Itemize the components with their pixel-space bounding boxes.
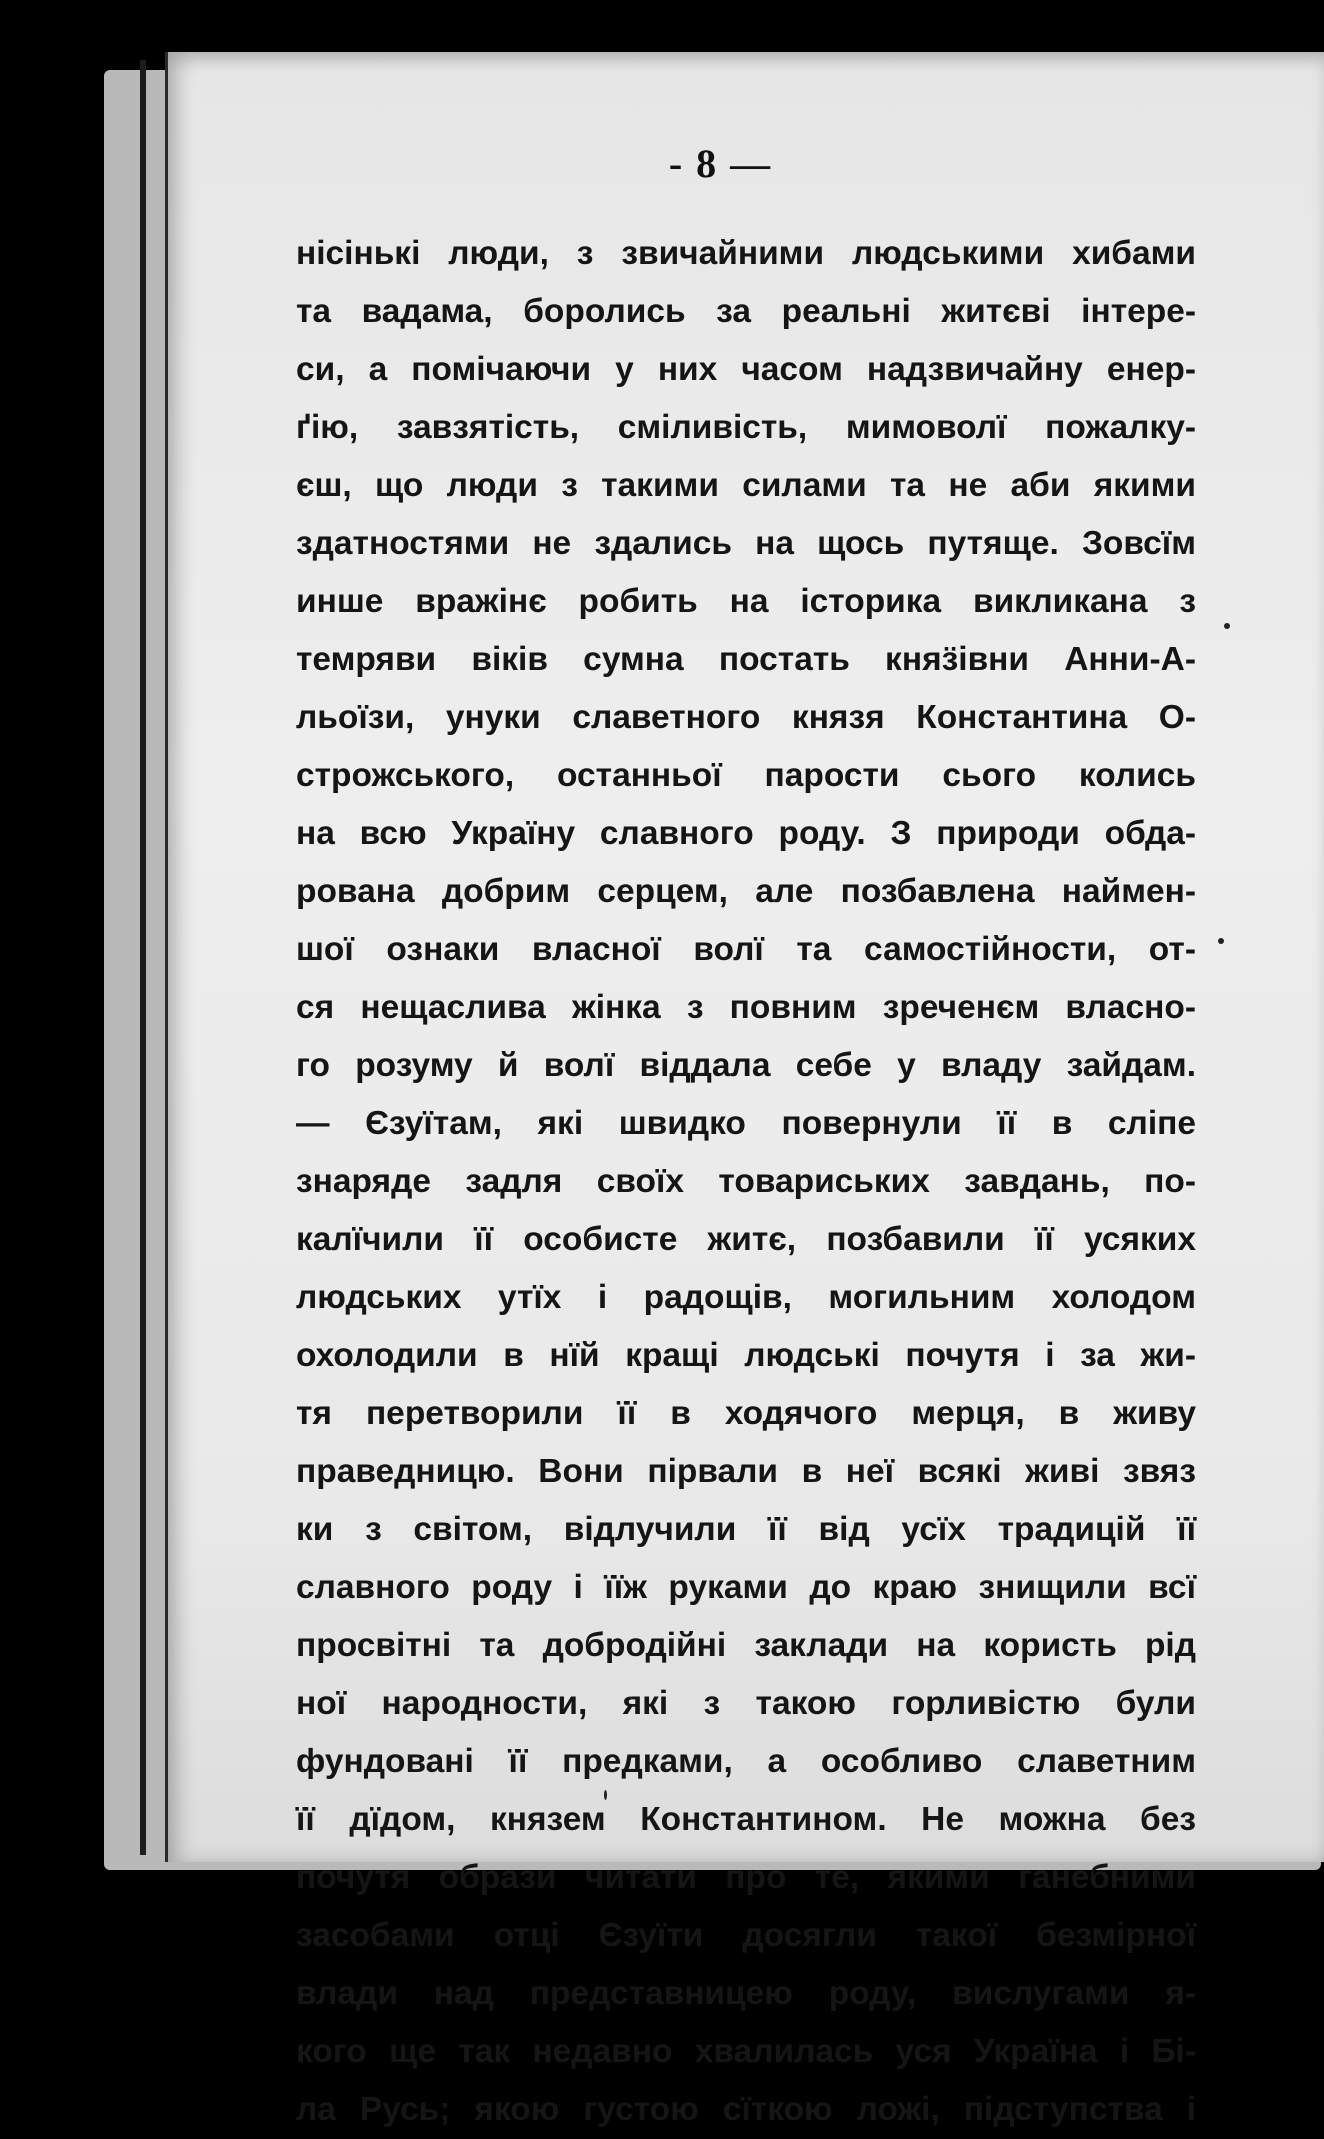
text-line: фундовані її предками, а особливо славетним <box>296 1743 1196 1780</box>
text-line: строжського, останньої парости сього колись <box>296 757 1196 794</box>
text-line: го розуму й волї віддала себе у владу зайдам. <box>296 1047 1196 1084</box>
text-line: льоїзи, унуки славетного князя Константина О- <box>296 699 1196 736</box>
text-line: почутя образи читати про те, якими ганебними <box>296 1859 1196 1896</box>
text-line: кого ще так недавно хвалилась уся Україна і Бі- <box>296 2033 1196 2070</box>
text-line: ґію, завзятість, сміливість, мимоволї пожалку- <box>296 409 1196 446</box>
text-line: ної народности, які з такою горливістю були <box>296 1685 1196 1722</box>
text-line: на всю Україну славного роду. З природи обда- <box>296 815 1196 852</box>
text-line: си, а помічаючи у них часом надзвичайну енер- <box>296 351 1196 388</box>
text-line: ки з світом, відлучили її від усїх традицій її <box>296 1511 1196 1548</box>
text-line: славного роду і їїж руками до краю знищили всї <box>296 1569 1196 1606</box>
text-line: охолодили в нїй кращі людські почутя і за жи- <box>296 1337 1196 1374</box>
text-line: ла Русь; якою густою сїткою ложі, підступства і <box>296 2091 1196 2128</box>
text-line: калїчили її особисте житє, позбавили її усяких <box>296 1221 1196 1258</box>
text-line: темряви віків сумна постать княӟівни Анни-А- <box>296 641 1196 678</box>
text-line: — Єзуїтам, які швидко повернули її в сліпе <box>296 1105 1196 1142</box>
text-line: просвітні та добродійні заклади на користь рід <box>296 1627 1196 1664</box>
text-line: тя перетворили її в ходячого мерця, в живу <box>296 1395 1196 1432</box>
book-spine <box>140 60 146 1855</box>
ink-speck <box>604 1790 607 1800</box>
ink-speck <box>1218 938 1224 944</box>
body-text <box>296 225 1196 2139</box>
text-line: засобами отці Єзуїти досягли такої безмірної <box>296 1917 1196 1954</box>
text-line: здатностями не здались на щось путяще. Зовсїм <box>296 525 1196 562</box>
text-line: людських утїх і радощів, могильним холодом <box>296 1279 1196 1316</box>
text-line: рована добрим серцем, але позбавлена наймен- <box>296 873 1196 910</box>
text-line: шої ознаки власної волї та самостійности, от- <box>296 931 1196 968</box>
page-number: - 8 — <box>668 141 773 186</box>
text-line: її дїдом, князем Константином. Не можна без <box>296 1801 1196 1838</box>
text-line: инше вражінє робить на історика викликана з <box>296 583 1196 620</box>
text-line: та вадама, боролись за реальні житєві інтере- <box>296 293 1196 330</box>
ink-speck <box>1224 623 1230 629</box>
text-line: єш, що люди з такими силами та не аби якими <box>296 467 1196 504</box>
text-line: нісінькі люди, з звичайними людськими хибами <box>296 235 1196 272</box>
text-line: влади над представницею роду, вислугами я- <box>296 1975 1196 2012</box>
text-line: ся нещаслива жінка з повним зреченєм власно- <box>296 989 1196 1026</box>
text-line: праведницю. Вони пірвали в неї всякі живі звяз <box>296 1453 1196 1490</box>
text-line: знаряде задля своїх товариських завдань, по- <box>296 1163 1196 1200</box>
